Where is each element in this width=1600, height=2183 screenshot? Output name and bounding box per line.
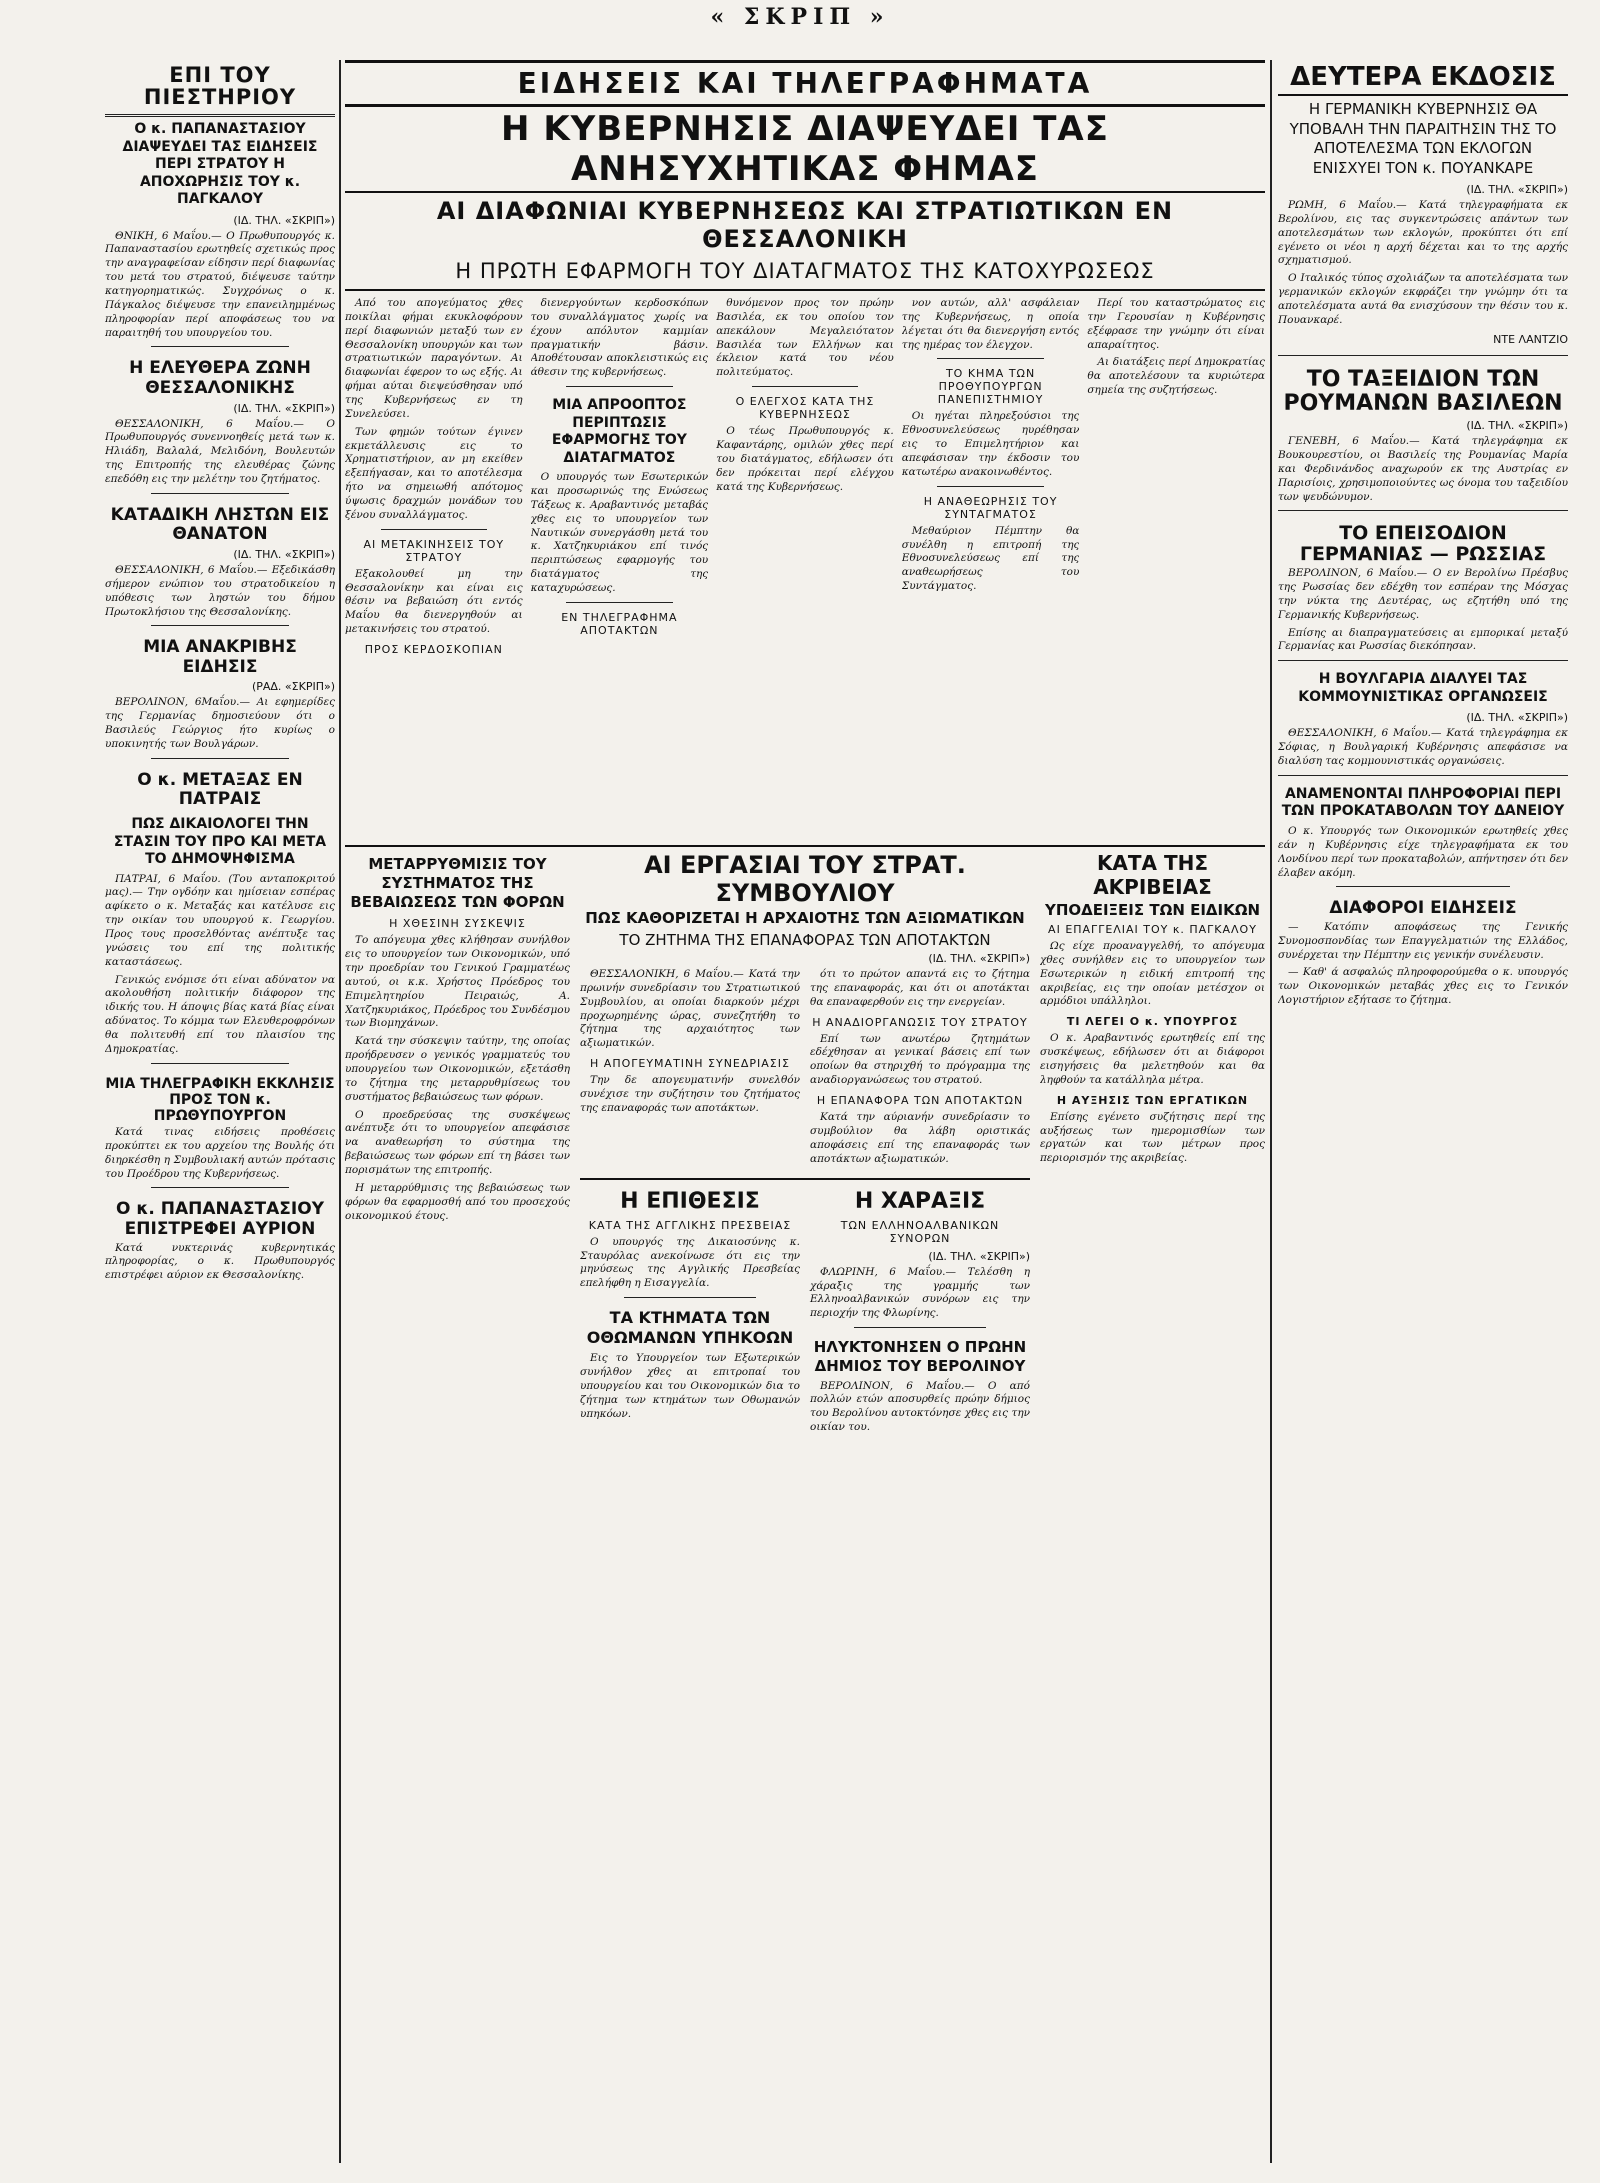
credit: (ΙΔ. ΤΗΛ. «ΣΚΡΙΠ») [928, 1249, 1030, 1263]
article-text: Επίσης αι διαπραγματεύσεις αι εμπορικαί μεταξύ Γερμανίας και Ρωσσίας διεκόπησαν. [1278, 626, 1568, 653]
article-text: Αι διατάξεις περί Δημοκρατίας θα αποτελέσουν τα κυριώτερα σημεία της συζητήσεως. [1087, 356, 1265, 397]
article-text: Επίσης εγένετο συζήτησις περί της αυξήσεως των ημερομισθίων των εργατών και των μέτρων προς περιορισμόν της ακριβείας. [1040, 1110, 1265, 1165]
article-text: ότι το πρώτον απαντά εις το ζήτημα της επαναφοράς, και ότι οι αποτάκται θα επαναφερθούν εις την ενεργείαν. [810, 968, 1030, 1008]
article-text: διενεργούντων κερδοσκόπων του συναλλάγματος χωρίς να έχουν απόλυτον καμμίαν πραγματικήν βάσιν. Αποθέτουσαν αποκλειστικώς εις άθεσιν της κυβερνήσεως. [530, 297, 709, 379]
article-text: Περί του καταστρώματος εις την Γερουσίαν η Κυβέρνησις εξέφρασε την γνώμην ότι είναι απαραίτητος. [1087, 297, 1265, 351]
embassy-article [580, 1184, 800, 1439]
article-text: — Καθ' ά ασφαλώς πληροφορούμεθα ο κ. υπουργός των Οικονομικών μεταβάς χθες εις το Γενικόν Λογιστήριον εξήτασε το ζήτημα. [1278, 966, 1568, 1007]
divider [151, 346, 289, 347]
subhead: Η ΑΠΟΓΕΥΜΑΤΙΝΗ ΣΥΝΕΔΡΙΑΣΙΣ [590, 1057, 790, 1071]
headline-free-zone: Η ΕΛΕΥΘΕΡΑ ΖΩΝΗ ΘΕΣΣΑΛΟΝΙΚΗΣ [129, 358, 311, 399]
article-text: Ο τέως Πρωθυπουργός κ. Καφαντάρης, ομιλών χθες περί του διατάγματος, εδήλωσεν ότι δεν πρόκειται περί ελέγχου κατά της Κυβερνήσεως. [716, 425, 894, 493]
headline-germany-russia: ΤΟ ΕΠΕΙΣΟΔΙΟΝ ΓΕΡΜΑΝΙΑΣ — ΡΩΣΣΙΑΣ [1299, 522, 1547, 566]
main-subheadline-2: Η ΠΡΩΤΗ ΕΦΑΡΜΟΓΗ ΤΟΥ ΔΙΑΤΑΓΜΑΤΟΣ ΤΗΣ ΚΑΤΟΧΥΡΩΣΕΩΣ [345, 257, 1265, 291]
lower-section [345, 851, 1265, 1439]
headline-bandits: ΚΑΤΑΔΙΚΗ ΛΗΣΤΩΝ ΕΙΣ ΘΑΝΑΤΟΝ [110, 504, 330, 545]
column-divider [339, 60, 341, 2163]
divider [624, 1297, 756, 1298]
article-text: ΘΕΣΣΑΛΟΝΙΚΗ, 6 Μαΐου.— Εξεδικάσθη σήμερον ενώπιον του στρατοδικείου η υπόθεσις των ληστών του δήμου Πρωτοκλήσιου της Θεσσαλονίκης. [105, 563, 335, 618]
section-divider [345, 845, 1265, 847]
article-text: ΘΕΣΣΑΛΟΝΙΚΗ, 6 Μαΐου.— Ο Πρωθυπουργός συνεννοηθείς μετά των κ. Ηλιάδη, Βαλαλά, Μελιδόνη, Βουλευτών της Επιτροπής της ελευθέρας ζώνης επεδόθη εις την μελέτην του ζητήματος. [105, 417, 335, 485]
article-text: Ο προεδρεύσας της συσκέψεως ανέπτυξε ότι το υπουργείον απεφάσισε να αναθεωρήση το σύστημα της βεβαιώσεως των φόρων επί τη βάσει των πορισμάτων της επιτροπής. [345, 1108, 570, 1176]
divider [566, 386, 673, 387]
article-text: ΘΕΣΣΑΛΟΝΙΚΗ, 6 Μαΐου.— Κατά τηλεγράφημα εκ Σόφιας, η Βουλγαρική Κυβέρνησις απεφάσισε να διαλύση τας κομμουνιστικάς οργανώσεις. [1278, 727, 1568, 768]
subhead: ΤΟ ΚΗΜΑ ΤΩΝ ΠΡΟΘΥΠΟΥΡΓΩΝ ΠΑΝΕΠΙΣΤΗΜΙΟΥ [937, 367, 1044, 407]
bottom-articles [580, 1184, 1030, 1439]
subhead: ΜΙΑ ΑΠΡΟΟΠΤΟΣ ΠΕΡΙΠΤΩΣΙΣ ΕΦΑΡΜΟΓΗΣ ΤΟΥ ΔΙΑΤΑΓΜΑΤΟΣ [551, 397, 687, 466]
divider [937, 358, 1044, 359]
main-headline: Η ΚΥΒΕΡΝΗΣΙΣ ΔΙΑΨΕΥΔΕΙ ΤΑΣ ΑΝΗΣΥΧΗΤΙΚΑΣ ΦΗΜΑΣ [345, 107, 1265, 193]
article-text: ΘΕΣΣΑΛΟΝΙΚΗ, 6 Μαΐου.— Κατά την πρωινήν συνεδρίασιν του Στρατιωτικού Συμβουλίου, αι οποίαι διαρκούν μέχρι προχωρημένης ώρας, συνεζητήθη το ζήτημα της αρχαιότητος των αξιωματικών. [580, 968, 800, 1050]
article-text: Την δε απογευματινήν συνελθόν συνέχισε την συζήτησιν του ζητήματος της επαναφοράς των αποτάκτων. [580, 1074, 800, 1114]
article-text: Ως είχε προαναγγελθή, το απόγευμα χθες συνήλθεν εις το υπουργείον των Εσωτερικών η ειδική επιτροπή της ακριβείας, εις την οποίαν μετέσχον οι αρμόδιοι υπάλληλοι. [1040, 940, 1265, 1008]
borders-article [810, 1184, 1030, 1439]
military-col-1 [580, 968, 800, 1170]
credit: (ΙΔ. ΤΗΛ. «ΣΚΡΙΠ») [233, 401, 335, 415]
divider [1336, 886, 1510, 887]
top-col-1 [345, 297, 523, 837]
masthead: « ΣΚΡΙΠ » [710, 4, 890, 30]
divider [151, 625, 289, 626]
article-text: Ο κ. Υπουργός των Οικονομικών ερωτηθείς χθες εάν η Κυβέρνησις είχε τηλεγραφήματα εκ του Λονδίνου περί των προκαταβολών, απήντησεν ότι δεν έλαβεν ακόμη. [1278, 824, 1568, 879]
credit: (ΙΔ. ΤΗΛ. «ΣΚΡΙΠ») [1466, 183, 1568, 196]
article-text: ΦΛΩΡΙΝΗ, 6 Μαΐου.— Τελέσθη η χάραξις της γραμμής των Ελληνοαλβανικών συνόρων εις την περιοχήν της Φλωρίνης. [810, 1265, 1030, 1320]
article-text: Των φημών τούτων έγινεν εκμετάλλευσις εις το Χρηματιστήριον, αν μη εκείθεν εξεπήγασαν, και το αποτέλεσμα ήτο να σημειωθή απότομος ύψωσις δραχμών μονάδων του ξένου συναλλάγματος. [345, 425, 523, 521]
article-text: — Κατόπιν αποφάσεως της Γενικής Συνομοσπονδίας των Επαγγελματιών της Ελλάδος, συνέρχεται την Πέμπτην εις γενικήν συνέλευσιν. [1278, 920, 1568, 961]
headline-press-sub: Ο κ. ΠΑΠΑΝΑΣΤΑΣΙΟΥ ΔΙΑΨΕΥΔΕΙ ΤΑΣ ΕΙΔΗΣΕΙΣ ΠΕΡΙ ΣΤΡΑΤΟΥ Η ΑΠΟΧΩΡΗΣΙΣ ΤΟΥ κ. ΠΑΓΚΑΛΟΥ [122, 121, 318, 208]
subhead: ΑΙ ΕΠΑΓΓΕΛΙΑΙ ΤΟΥ κ. ΠΑΓΚΑΛΟΥ [1048, 923, 1257, 936]
divider [151, 1187, 289, 1188]
article-text: Εις το Υπουργείον των Εξωτερικών συνήλθον χθες αι επιτροπαί του υπουργείου και του Οικονομικών δια το ζήτημα των κτημάτων των Οθωμανών υπηκόων. [580, 1352, 800, 1420]
headline-borders: Η ΧΑΡΑΞΙΣ [854, 1189, 986, 1215]
headline-bulgaria: Η ΒΟΥΛΓΑΡΙΑ ΔΙΑΛΥΕΙ ΤΑΣ ΚΟΜΜΟΥΝΙΣΤΙΚΑΣ ΟΡΓΑΝΩΣΕΙΣ [1298, 671, 1548, 705]
top-col-3 [716, 297, 894, 837]
article-text: Εξακολουθεί μη την Θεσσαλονίκην και είναι εις θέσιν να βεβαιώση ότι εντός Μαΐου θα διενεργηθούν αι μετακινήσεις του στρατού. [345, 567, 523, 636]
subhead: ΠΩΣ ΚΑΘΟΡΙΖΕΤΑΙ Η ΑΡΧΑΙΟΤΗΣ ΤΩΝ ΑΞΙΩΜΑΤΙΚΩΝ [585, 909, 1025, 927]
article-text: Επί των ανωτέρω ζητημάτων εδέχθησαν αι γενικαί βάσεις επί των οποίων θα στηριχθή το πρόγραμμα της αναδιοργανώσεως του στρατού. [810, 1032, 1030, 1087]
subhead: Η ΑΥΞΗΣΙΣ ΤΩΝ ΕΡΓΑΤΙΚΩΝ [1056, 1093, 1249, 1107]
headline-cost-of-living: ΚΑΤΑ ΤΗΣ ΑΚΡΙΒΕΙΑΣ [1093, 851, 1212, 899]
divider [566, 602, 673, 603]
article-text: Η μεταρρύθμισις της βεβαιώσεως των φόρων θα εφαρμοσθή από του προσεχούς οικονομικού έτους. [345, 1181, 570, 1222]
article-text: ΓΕΝΕΒΗ, 6 Μαΐου.— Κατά τηλεγράφημα εκ Βουκουρεστίου, οι Βασιλείς της Ρουμανίας Μαρία και Φερδινάνδος αναχωρούν εκ της Αυστρίας εν Παρισίοις, χρησιμοποιούντες ως όνομα του ταξειδίου των ψευδώνυμον. [1278, 435, 1568, 503]
subhead: Η ΑΝΑΘΕΩΡΗΣΙΣ ΤΟΥ ΣΥΝΤΑΓΜΑΤΟΣ [923, 494, 1058, 521]
subhead: ΚΑΤΑ ΤΗΣ ΑΓΓΛΙΚΗΣ ΠΡΕΣΒΕΙΑΣ [588, 1218, 792, 1232]
left-column [105, 60, 335, 2163]
article-text: Γενικώς ενόμισε ότι είναι αδύνατον να ακολουθήση πολιτικήν διάφορον της ιδικής του. Η άποψις βίας κατά βίας είναι αδύνατος. Το κόμμα των Ελευθεροφρόνων θα πολιτευθή επί του πλαισίου της Δημοκρατίας. [105, 973, 335, 1055]
subhead: Ο ΕΛΕΓΧΟΣ ΚΑΤΑ ΤΗΣ ΚΥΒΕΡΝΗΣΕΩΣ [735, 395, 875, 422]
article-text: Μεθαύριον Πέμπτην θα συνέλθη η επιτροπή της Εθνοσυνελεύσεως επί της αναθεωρήσεως του Συντάγματος. [901, 524, 1080, 593]
article-text: Το απόγευμα χθες κλήθησαν συνήλθον εις το υπουργείον των Οικονομικών, υπό την προεδρίαν του Γενικού Γραμματέως αυτού, οι κ.κ. Χρήστος Πρόεδρος του Επιμελητηρίου Πειραιώς, Α. Χατζηκυριάκος, Πρόεδρος του Συνδέσμου των Βιομηχάνων. [345, 934, 570, 1030]
headline-inaccurate: ΜΙΑ ΑΝΑΚΡΙΒΗΣ ΕΙΔΗΣΙΣ [143, 637, 297, 677]
article-text: Κατά την αύριανήν συνεδρίασιν το συμβούλιον θα λάβη οριστικάς αποφάσεις επί της επαναφοράς των αποτάκτων αξιωματικών. [810, 1111, 1030, 1165]
article-text: Ο υπουργός της Δικαιοσύνης κ. Σταυρόλας ανεκοίνωσε ότι εις την μηνύσεως της Αγγλικής Πρεσβείας επελήφθη η Εισαγγελία. [580, 1235, 800, 1290]
headline-metaxas: Ο κ. ΜΕΤΑΞΑΣ ΕΝ ΠΑΤΡΑΙΣ [137, 769, 303, 810]
article-text: ΒΕΡΟΛΙΝΟΝ, 6Μαΐου.— Αι εφημερίδες της Γερμανίας δημοσιεύουν ότι ο Βασιλεύς Γεώργιος ήτο κυρίως ο υποκινητής των Βουλγάρων. [105, 696, 335, 751]
military-col-2 [810, 968, 1030, 1170]
article-text: Ο κ. Αραβαντινός ερωτηθείς επί της συσκέψεως, εδήλωσεν ότι αι διάφοροι εισηγήσεις θα μελετηθούν και θα ληφθούν τα κατάλληλα μέτρα. [1040, 1032, 1265, 1086]
credit: (ΙΔ. ΤΗΛ. «ΣΚΡΙΠ») [233, 213, 335, 227]
top-col-2 [531, 297, 709, 837]
article-text: Κατά τινας ειδήσεις προθέσεις προκύπτει εκ του αρχείου της Βουλής ότι διηρκέσθη η Συμβουλιακή αυτών πρότασις του Προέδρου της Κυβερνήσεως. [105, 1125, 335, 1180]
headline-german-gov: Η ΓΕΡΜΑΝΙΚΗ ΚΥΒΕΡΝΗΣΙΣ ΘΑ ΥΠΟΒΑΛΗ ΤΗΝ ΠΑΡΑΙΤΗΣΙΝ ΤΗΣ ΤΟ ΑΠΟΤΕΛΕΣΜΑ ΤΩΝ ΕΚΛΟΓΩΝ ΕΝΙΣΧΥΕΙ ΤΟΝ κ. ΠΟΥΑΝΚΑΡΕ [1289, 100, 1557, 177]
subhead: ΥΠΟΔΕΙΞΕΙΣ ΤΩΝ ΕΙΔΙΚΩΝ [1044, 901, 1261, 919]
divider [854, 1327, 986, 1328]
article-text: ΒΕΡΟΛΙΝΟΝ, 6 Μαΐου.— Ο από πολλών ετών αποσυρθείς πρώην δήμιος του Βερολίνου αυτοκτόνησε χθες εις την οικίαν του. [810, 1379, 1030, 1434]
subhead: ΑΙ ΜΕΤΑΚΙΝΗΣΕΙΣ ΤΟΥ ΣΤΡΑΤΟΥ [363, 537, 505, 564]
headline-press: ΕΠΙ ΤΟΥ ΠΙΕΣΤΗΡΙΟΥ [105, 60, 335, 117]
headline-properties: ΤΑ ΚΤΗΜΑΤΑ ΤΩΝ ΟΘΩΜΑΝΩΝ ΥΠΗΚΟΩΝ [586, 1308, 794, 1348]
subhead: ΤΙ ΛΕΓΕΙ Ο κ. ΥΠΟΥΡΓΟΣ [1066, 1015, 1239, 1029]
article-text: Κατά την σύσκεψιν ταύτην, της οποίας προήδρευσεν ο γενικός γραμματεύς του υπουργείου των Οικονομικών, εξετάσθη το ζήτημα της μεταρρυθμίσεως του συστήματος βεβαιώσεως των φόρων. [345, 1035, 570, 1103]
subhead: ΕΝ ΤΗΛΕΓΡΑΦΗΜΑ ΑΠΟΤΑΚΤΩΝ [561, 610, 678, 637]
headline-second-edition: ΔΕΥΤΕΡΑ ΕΚΔΟΣΙΣ [1278, 60, 1568, 96]
section-divider [580, 1178, 1030, 1180]
subhead: ΤΩΝ ΕΛΛΗΝΟΑΛΒΑΝΙΚΩΝ ΣΥΝΟΡΩΝ [840, 1218, 1000, 1245]
subhead: Η ΑΝΑΔΙΟΡΓΑΝΩΣΙΣ ΤΟΥ ΣΤΡΑΤΟΥ [812, 1015, 1028, 1029]
headline-misc-news: ΔΙΑΦΟΡΟΙ ΕΙΔΗΣΕΙΣ [1329, 898, 1517, 919]
divider [752, 386, 859, 387]
article-text: Κατά νυκτερινάς κυβερνητικάς πληροφορίας, ο κ. Πρωθυπουργός επιστρέφει αύριον εκ Θεσσαλονίκης. [105, 1241, 335, 1282]
article-text: θυνόμενον προς τον πρώην Βασιλέα, εκ του οποίου τον απεκάλουν Μεγαλειότατον Βασιλέα των Ελλήνων και έκλειον κατά του νέου πολιτεύματος. [716, 297, 894, 379]
article-text: Ο Ιταλικός τύπος σχολιάζων τα αποτελέσματα των γερμανικών εκλογών εκφράζει την γνώμην ότι τα αποτελέσματα αυτά θα ενισχύσουν την θέσιν του κ. Πουανκαρέ. [1278, 272, 1568, 326]
top-columns [345, 297, 1265, 837]
divider [1278, 660, 1568, 661]
center-section [345, 60, 1265, 2163]
top-col-4 [902, 297, 1080, 837]
main-subheadline: ΑΙ ΔΙΑΦΩΝΙΑΙ ΚΥΒΕΡΝΗΣΕΩΣ ΚΑΙ ΣΤΡΑΤΙΩΤΙΚΩΝ ΕΝ ΘΕΣΣΑΛΟΝΙΚΗ [436, 197, 1174, 253]
column-divider [1270, 60, 1272, 2163]
headline-tax: ΜΕΤΑΡΡΥΘΜΙΣΙΣ ΤΟΥ ΣΥΣΤΗΜΑΤΟΣ ΤΗΣ ΒΕΒΑΙΩΣΕΩΣ ΤΩΝ ΦΟΡΩΝ [350, 855, 565, 911]
article-text: νον αυτών, αλλ' ασφάλειαν της Κυβερνήσεως, η οποία λέγεται ότι θα διενεργήση εντός της ημέρας τον έλεγχον. [901, 297, 1080, 351]
article-text: Από του απογεύματος χθες ποικίλαι φήμαι εκυκλοφόρουν περί διαφωνιών μεταξύ των εν Θεσσαλονίκη υπουργών και των στρατιωτικών παραγόντων. Αι διαφωνίαι έφερον το ως εξής. Αι φήμαι αύται διεψεύσθησαν υπό της Κυβερνήσεως εν τη Συνελεύσει. [345, 297, 523, 420]
credit: (ΙΔ. ΤΗΛ. «ΣΚΡΙΠ») [1466, 711, 1568, 725]
divider [1278, 775, 1568, 776]
headline-papanastasiou: Ο κ. ΠΑΠΑΝΑΣΤΑΣΙΟΥ ΕΠΙΣΤΡΕΦΕΙ ΑΥΡΙΟΝ [115, 1199, 325, 1239]
divider [151, 758, 289, 759]
headline-military-council: ΑΙ ΕΡΓΑΣΙΑΙ ΤΟΥ ΣΤΡΑΤ. ΣΥΜΒΟΥΛΙΟΥ [644, 851, 966, 907]
cost-of-living-article [1040, 851, 1265, 1439]
subhead: ΠΡΟΣ ΚΕΡΔΟΣΚΟΠΙΑΝ [364, 643, 503, 657]
headline-romanian-kings: ΤΟ ΤΑΞΕΙΔΙΟΝ ΤΩΝ ΡΟΥΜΑΝΩΝ ΒΑΣΙΛΕΩΝ [1283, 366, 1563, 416]
article-text: Οι ηγέται πληρεξούσιοι της Εθνοσυνελεύσεως ηυρέθησαν εις το Επιμελητήριον και απεφάσισαν την έκδοσιν του κατωτέρω ανακοινωθέντος. [901, 410, 1080, 478]
section-banner: ΕΙΔΗΣΕΙΣ ΚΑΙ ΤΗΛΕΓΡΑΦΗΜΑΤΑ [345, 60, 1265, 107]
headline-attack: Η ΕΠΙΘΕΣΙΣ [620, 1189, 760, 1215]
divider [1278, 355, 1568, 356]
divider [937, 486, 1044, 487]
subhead: Η ΧΘΕΣΙΝΗ ΣΥΣΚΕΨΙΣ [389, 917, 526, 931]
article-text: Ο υπουργός των Εσωτερικών και προσωρινώς της Ενώσεως Τάξεως κ. Αραβαντινός μεταβάς χθες εις το υπουργείον των Ναυτικών συνεργάσθη μετά του κ. Χατζηκυριάκου επί τινός περιπτώσεως εφαρμογής του διατάγματος της καταχυρώσεως. [530, 471, 709, 595]
credit: (ΙΔ. ΤΗΛ. «ΣΚΡΙΠ») [1466, 419, 1568, 433]
article-text: ΠΑΤΡΑΙ, 6 Μαΐου. (Του ανταποκριτού μας).— Την ογδόην και ημίσειαν εσπέρας αφίκετο ο κ. Μεταξάς και κατέλυσε εις την οικίαν του υπουργού κ. Γεωργίου. Προς τους προσελθόντας ανέπτυξε τας γνώσεις του επί της πολιτικής καταστάσεως. [105, 872, 335, 968]
right-column [1278, 60, 1568, 2163]
top-col-5 [1087, 297, 1265, 837]
subhead: ΤΟ ΖΗΤΗΜΑ ΤΗΣ ΕΠΑΝΑΦΟΡΑΣ ΤΩΝ ΑΠΟΤΑΚΤΩΝ [619, 931, 991, 949]
tax-article [345, 851, 570, 1439]
article-text: ΡΩΜΗ, 6 Μαΐου.— Κατά τηλεγραφήματα εκ Βερολίνου, εις τας συγκεντρώσεις απάντων των αποτελεσμάτων των εκλογών, προκύπτει ότι επί εγένετο οι νέοι η αρχή δέχεται και το της αρχής σχηματισμού. [1278, 199, 1568, 267]
credit: (ΙΔ. ΤΗΛ. «ΣΚΡΙΠ») [928, 952, 1030, 965]
article-text: ΒΕΡΟΛΙΝΟΝ, 6 Μαΐου.— Ο εν Βερολίνω Πρέσβυς της Ρωσσίας δεν εδέχθη τον εσπέραν της Μόσχας την νύκτα της Δευτέρας, ως εζητήθη υπό της Γερμανικής Κυβερνήσεως. [1278, 567, 1568, 621]
divider [151, 1063, 289, 1064]
military-council-columns [580, 968, 1030, 1170]
headline-loan: ΑΝΑΜΕΝΟΝΤΑΙ ΠΛΗΡΟΦΟΡΙΑΙ ΠΕΡΙ ΤΩΝ ΠΡΟΚΑΤΑΒΟΛΩΝ ΤΟΥ ΔΑΝΕΙΟΥ [1281, 785, 1565, 820]
byline: ΝΤΕ ΛΑΝΤΖΙΟ [1493, 332, 1568, 346]
military-council-article [580, 851, 1030, 1439]
divider [1278, 510, 1568, 511]
divider [381, 529, 488, 530]
headline-executioner: ΗΛΥΚΤΟΝΗΣΕΝ Ο ΠΡΩΗΝ ΔΗΜΙΟΣ ΤΟΥ ΒΕΡΟΛΙΝΟΥ [813, 1338, 1027, 1375]
credit: (ΙΔ. ΤΗΛ. «ΣΚΡΙΠ») [233, 547, 335, 561]
article-text: ΘΝΙΚΗ, 6 Μαΐου.— Ο Πρωθυπουργός κ. Παπαναστασίου ερωτηθείς σχετικώς προς την αναγραφείσαν είδησιν περί διαφωνίας του μετά του στρατού, διέψευσε ταύτην κατηγορηματικώς. Συγχρόνως ο κ. Πάγκαλος διέψευσε την επανειλημμένως πληροφορίαν περί αποφάσεως του να παραιτηθή του υπουργείου του. [105, 229, 335, 339]
headline-metaxas-sub: ΠΩΣ ΔΙΚΑΙΟΛΟΓΕΙ ΤΗΝ ΣΤΑΣΙΝ ΤΟΥ ΠΡΟ ΚΑΙ ΜΕΤΑ ΤΟ ΔΗΜΟΨΗΦΙΣΜΑ [113, 816, 327, 868]
subhead: Η ΕΠΑΝΑΦΟΡΑ ΤΩΝ ΑΠΟΤΑΚΤΩΝ [816, 1094, 1024, 1108]
credit: (ΡΑΔ. «ΣΚΡΙΠ») [251, 680, 335, 694]
headline-telegraphic: ΜΙΑ ΤΗΛΕΓΡΑΦΙΚΗ ΕΚΚΛΗΣΙΣ ΠΡΟΣ ΤΟΝ κ. ΠΡΩΘΥΠΟΥΡΓΟΝ [105, 1075, 335, 1124]
divider [151, 493, 289, 494]
